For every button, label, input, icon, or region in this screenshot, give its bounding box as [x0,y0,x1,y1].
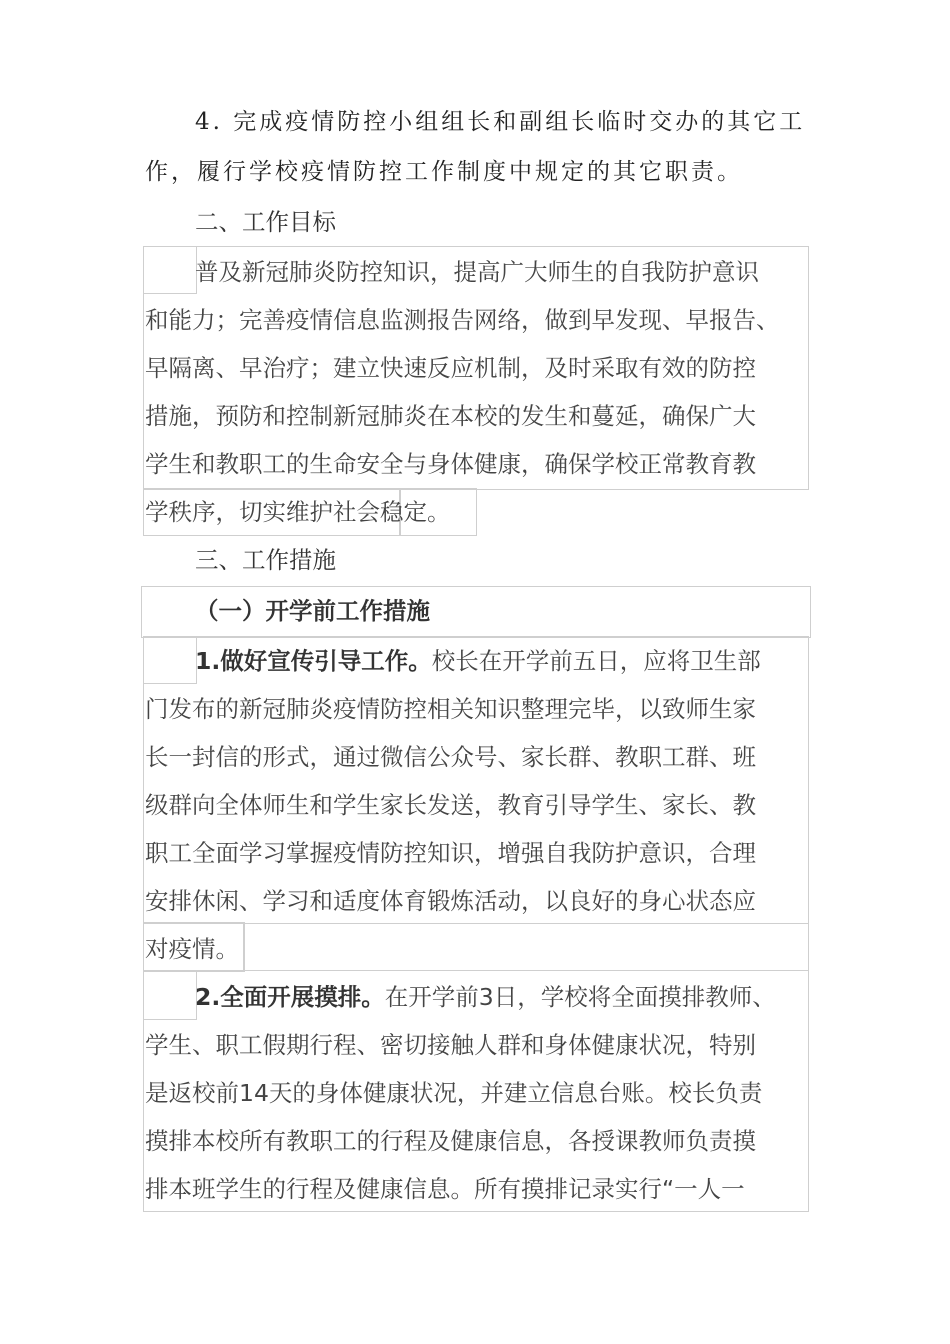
measure-text: 校长在开学前五日，应将卫生部 [431,647,761,675]
indent-frame [143,970,197,1020]
subsection-heading: （一）开学前工作措施 [195,597,430,625]
paragraph-line [195,642,761,676]
paragraph-line: 对疫情。 [145,935,239,963]
measure-text: 在开学前3日，学校将全面摸排教师、 [384,983,776,1011]
paragraph-line: 安排休闲、学习和适度体育锻炼活动，以良好的身心状态应 [145,887,756,915]
paragraph-line: 门发布的新冠肺炎疫情防控相关知识整理完毕，以致师生家 [145,695,756,723]
paragraph-line: 措施，预防和控制新冠肺炎在本校的发生和蔓延，确保广大 [145,402,756,430]
section-heading: 三、工作措施 [195,546,336,574]
paragraph-line: 4. 完成疫情防控小组组长和副组长临时交办的其它工 [195,109,806,135]
paragraph-line: 摸排本校所有教职工的行程及健康信息，各授课教师负责摸 [145,1127,756,1155]
text-frame [143,636,809,924]
paragraph-line: 职工全面学习掌握疫情防控知识，增强自我防护意识，合理 [145,839,756,867]
indent-frame [143,246,197,294]
paragraph-line: 长一封信的形式，通过微信公众号、家长群、教职工群、班 [145,743,756,771]
measure-title: 2.全面开展摸排。 [195,983,385,1011]
paragraph-line: 学秩序，切实维护社会稳定。 [145,498,451,526]
paragraph-line: 级群向全体师生和学生家长发送，教育引导学生、家长、教 [145,791,756,819]
paragraph-line: 学生和教职工的生命安全与身体健康，确保学校正常教育教 [145,450,756,478]
paragraph-line: 早隔离、早治疗；建立快速反应机制，及时采取有效的防控 [145,354,756,382]
paragraph-line: 普及新冠肺炎防控知识，提高广大师生的自我防护意识 [195,258,759,286]
paragraph-line: 学生、职工假期行程、密切接触人群和身体健康状况，特别 [145,1031,756,1059]
paragraph-line: 是返校前14天的身体健康状况，并建立信息台账。校长负责 [145,1079,763,1107]
paragraph-line: 和能力；完善疫情信息监测报告网络，做到早发现、早报告、 [145,306,780,334]
paragraph-line: 排本班学生的行程及健康信息。所有摸排记录实行“一人一 [145,1175,745,1203]
indent-frame [143,636,197,684]
measure-title: 1.做好宣传引导工作。 [195,647,432,675]
text-frame [243,922,809,971]
section-heading: 二、工作目标 [195,208,336,236]
paragraph-line [195,978,776,1012]
paragraph-line: 作，履行学校疫情防控工作制度中规定的其它职责。 [145,159,743,185]
